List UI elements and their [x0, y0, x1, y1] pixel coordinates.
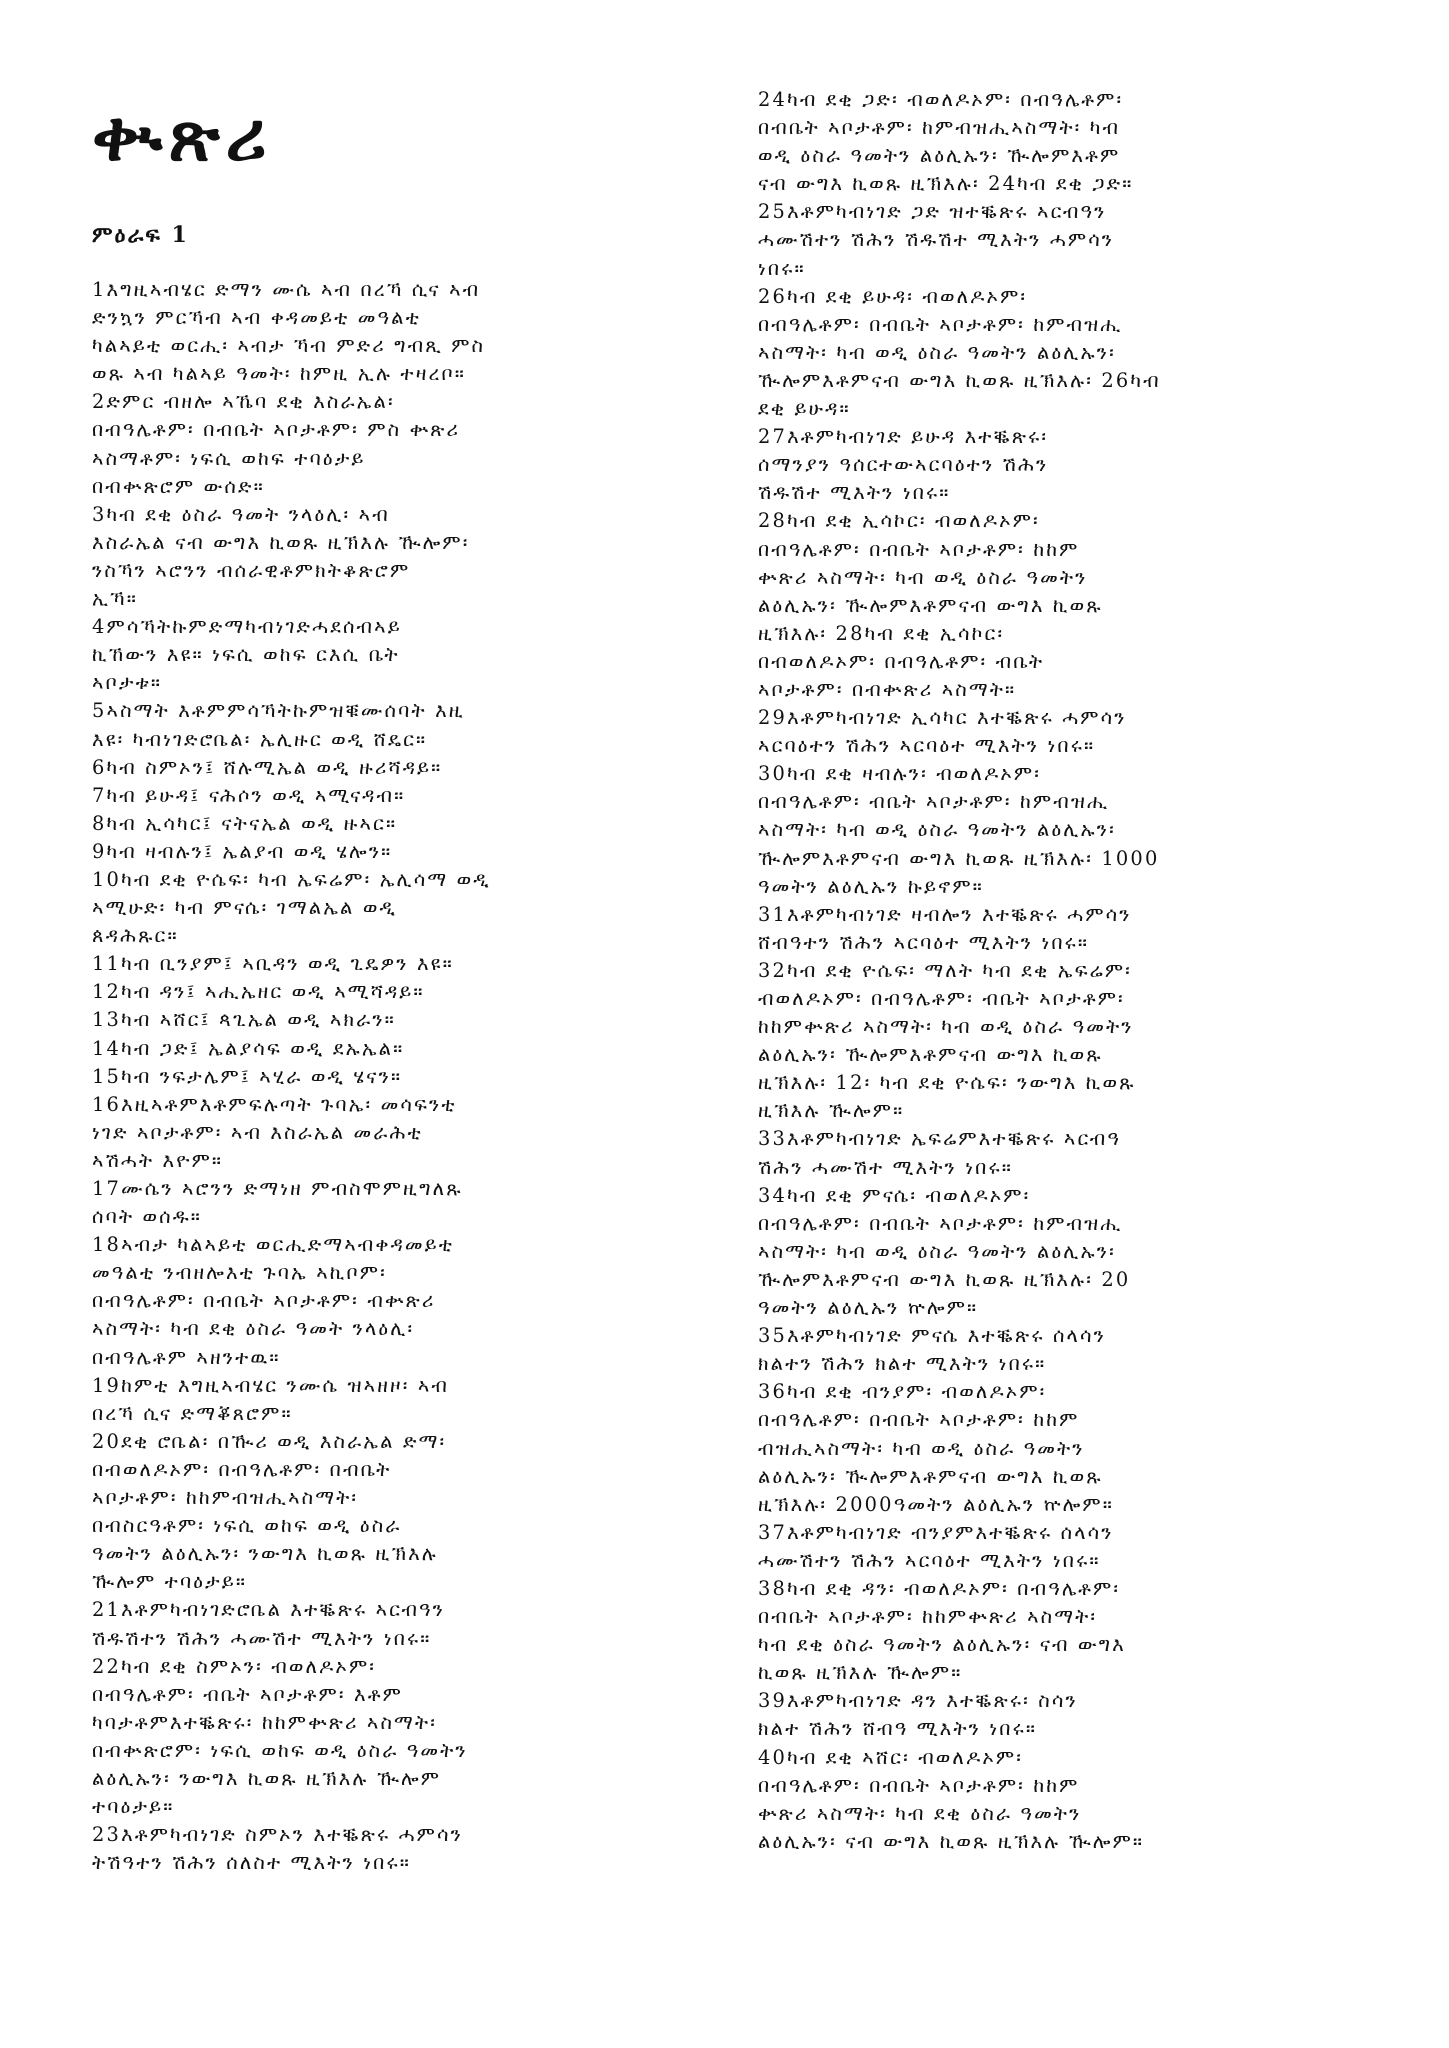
text-line: ክልተን ሽሕን ክልተ ሚእትን ነበሩ።	[758, 1352, 1047, 1376]
text-line: ኣርባዕተን ሽሕን ኣርባዕተ ሚእትን ነበሩ።	[758, 734, 1096, 758]
text-line: ኪኸውን እዩ። ነፍሲ ወከፍ ርእሲ ቤት	[92, 643, 400, 667]
text-line: ነገድ ኣቦታቶም፡ ኣብ እስራኤል መራሕቲ	[92, 1120, 423, 1144]
text-line: በብዓሌቶም፡ ብቤት ኣቦታቶም፡ እቶም	[92, 1682, 403, 1706]
text-line: ሽዱሽተ ሚእትን ነበሩ።	[758, 481, 951, 505]
text-line: ዂሎም ተባዕታይ።	[92, 1570, 248, 1594]
text-line: ዂሎምእቶምናብ ውግእ ኪወጹ ዚኽእሉ፡ 1000	[758, 846, 1160, 870]
text-line: በብዓሌቶም፡ በብቤት ኣቦታቶም፡ ከምብዝሒ	[758, 312, 1123, 336]
text-line: ኣሽሓት እዮም።	[92, 1148, 224, 1172]
text-line: ካባታቶምእተቘጽሩ፡ ከከምቍጽሪ ኣስማት፡	[92, 1710, 437, 1734]
text-line: ትሽዓተን ሽሕን ሰለስተ ሚእትን ነበሩ።	[92, 1851, 411, 1875]
text-line: 31እቶምካብነገድ ዛብሎን እተቘጽሩ ሓምሳን	[758, 902, 1132, 926]
text-line: ቍጽሪ ኣስማት፡ ካብ ወዲ ዕስራ ዓመትን	[758, 565, 1088, 589]
text-line: 39እቶምካብነገድ ዳን እተቘጽሩ፡ ስሳን	[758, 1689, 1078, 1713]
text-line: ዓመትን ልዕሊኡን ኵሎም።	[758, 1296, 979, 1320]
text-line: 33እቶምካብነገድ ኤፍሬምእተቘጽሩ ኣርብዓ	[758, 1127, 1121, 1151]
text-line: 6ካብ ስምኦን፤ ሸሉሚኤል ወዲ ዙሪሻዳይ።	[92, 755, 443, 779]
text-line: 17ሙሴን ኣሮንን ድማነዘ ምብስሞምዚግለጹ	[92, 1177, 463, 1200]
text-line: 28ካብ ደቂ ኢሳኮር፡ ብወለዶኦም፡	[758, 509, 1040, 533]
text-line: ኣስማት፡ ካብ ወዲ ዕስራ ዓመትን ልዕሊኡን፡	[758, 340, 1116, 364]
text-line: ሓሙሽተን ሽሕን ኣርባዕተ ሚእትን ነበሩ።	[758, 1548, 1101, 1572]
text-line: ኣቦታቶም፡ ከከምብዝሒኣስማት፡	[92, 1486, 359, 1510]
text-line: 37እቶምካብነገድ ብንያምእተቘጽሩ ሰላሳን	[758, 1520, 1114, 1544]
text-line: ኪወጹ ዚኽእሉ ዂሎም።	[758, 1661, 963, 1685]
text-line: በብስርዓቶም፡ ነፍሲ ወከፍ ወዲ ዕስራ	[92, 1514, 402, 1538]
text-line: ካብ ደቂ ዕስራ ዓመትን ልዕሊኡን፡ ናብ ውግእ	[758, 1633, 1126, 1657]
text-line: 34ካብ ደቂ ምናሴ፡ ብወለዶኦም፡	[758, 1183, 1031, 1207]
text-line: ኣስማት፡ ካብ ደቂ ዕስራ ዓመት ንላዕሊ፡	[92, 1317, 415, 1341]
text-line: በብዓሌቶም፡ በብቤት ኣቦታቶም፡ ከምብዝሒ	[758, 1211, 1123, 1235]
text-line: ኣቦታቱ።	[92, 671, 163, 695]
text-line: መዓልቲ ንብዘሎእቲ ጉባኤ ኣኪቦም፡	[92, 1261, 387, 1285]
text-line: ወጹ ኣብ ካልኣይ ዓመት፡ ከምዚ ኢሉ ተዛረቦ።	[92, 362, 467, 386]
text-line: በብዓሌቶም፡ በብቤት ኣቦታቶም፡ ከከም	[758, 1773, 1080, 1797]
text-line: በረኻ ሲና ድማቖጸሮም።	[92, 1401, 293, 1425]
left-column-text	[92, 276, 652, 1877]
text-line: ብዝሒኣስማት፡ ካብ ወዲ ዕስራ ዓመትን	[758, 1436, 1085, 1460]
text-line: በብወለዶኦም፡ በብዓሌቶም፡ ብቤት	[758, 649, 1045, 673]
text-line: ዂሎምእቶምናብ ውግእ ኪወጹ ዚኽእሉ፡ 20	[758, 1267, 1131, 1291]
text-line: ኣስማቶም፡ ነፍሲ ወከፍ ተባዕታይ	[92, 446, 366, 470]
text-line: ደቂ ይሁዳ።	[758, 397, 851, 421]
text-line: ዚኽእሉ፡ 2000ዓመትን ልዕሊኡን ኵሎም።	[758, 1492, 1114, 1516]
text-line: ቍጽሪ ኣስማት፡ ካብ ደቂ ዕስራ ዓመትን	[758, 1801, 1082, 1825]
text-line: 36ካብ ደቂ ብንያም፡ ብወለዶኦም፡	[758, 1380, 1047, 1404]
text-line: 1እግዚኣብሄር ድማን ሙሴ ኣብ በረኻ ሲና ኣብ	[92, 278, 481, 301]
book-title: ቊጽሪ	[92, 94, 273, 177]
text-line: በብወለዶኦም፡ በብዓሌቶም፡ በብቤት	[92, 1457, 392, 1481]
text-line: 26ካብ ደቂ ይሁዳ፡ ብወለዶኦም፡	[758, 284, 1028, 308]
text-line: 30ካብ ደቂ ዛብሉን፡ ብወለዶኦም፡	[758, 762, 1042, 786]
text-line: ልዕሊኡን፡ ዂሎምእቶምናብ ውግእ ኪወጹ	[758, 1043, 1103, 1067]
text-line: ናብ ውግእ ኪወጹ ዚኽእሉ፡ 24ካብ ደቂ ጋድ።	[758, 172, 1134, 196]
text-line: 22ካብ ደቂ ስምኦን፡ ብወለዶኦም፡	[92, 1654, 377, 1678]
text-line: ልዕሊኡን፡ ዂሎምእቶምናብ ውግእ ኪወጹ	[758, 593, 1103, 617]
text-line: በብዓሌቶም፡ በብቤት ኣቦታቶም፡ ከከም	[758, 1408, 1080, 1432]
text-line: በብቤት ኣቦታቶም፡ ከምብዝሒኣስማት፡ ካብ	[758, 116, 1121, 140]
text-line: ወዲ ዕስራ ዓመትን ልዕሊኡን፡ ዂሎምእቶም	[758, 144, 1121, 168]
text-line: 38ካብ ደቂ ዳን፡ ብወለዶኦም፡ በብዓሌቶም፡	[758, 1576, 1121, 1600]
text-line: 29እቶምካብነገድ ኢሳካር እተቘጽሩ ሓምሳን	[758, 706, 1127, 730]
text-line: 21እቶምካብነገድሮቤል እተቘጽሩ ኣርብዓን	[92, 1598, 446, 1622]
text-line: ዚኽእሉ፡ 12፡ ካብ ደቂ ዮሴፍ፡ ንውግእ ኪወጹ	[758, 1071, 1136, 1095]
text-line: ኣስማት፡ ካብ ወዲ ዕስራ ዓመትን ልዕሊኡን፡	[758, 818, 1116, 842]
text-line: ዚኽእሉ፡ 28ካብ ደቂ ኢሳኮር፡	[758, 621, 1005, 645]
text-line: 32ካብ ደቂ ዮሴፍ፡ ማለት ካብ ደቂ ኤፍሬም፡	[758, 958, 1132, 982]
left-column	[92, 96, 652, 1877]
text-line: ሸብዓተን ሽሕን ኣርባዕተ ሚእትን ነበሩ።	[758, 930, 1090, 954]
text-line: 27እቶምካብነገድ ይሁዳ እተቘጽሩ፡	[758, 425, 1049, 449]
text-line: ነበሩ።	[758, 256, 806, 280]
text-line: በብዓሌቶም፡ በብቤት ኣቦታቶም፡ ከከም	[758, 537, 1080, 561]
text-line: ጰዳሕጹር።	[92, 924, 179, 948]
text-line: 2ድምር ብዘሎ ኣኼባ ደቂ እስራኤል፡	[92, 390, 395, 414]
text-line: በብዓሌቶም፡ ብቤት ኣቦታቶም፡ ከምብዝሒ	[758, 790, 1110, 814]
text-line: 24ካብ ደቂ ጋድ፡ ብወለዶኦም፡ በብዓሌቶም፡	[758, 88, 1124, 111]
text-line: በብቤት ኣቦታቶም፡ ከከምቍጽሪ ኣስማት፡	[758, 1605, 1098, 1629]
text-line: ኣስማት፡ ካብ ወዲ ዕስራ ዓመትን ልዕሊኡን፡	[758, 1239, 1116, 1263]
text-line: 20ደቂ ሮቤል፡ በዂሪ ወዲ እስራኤል ድማ፡	[92, 1429, 447, 1453]
text-line: 4ምሳኻትኩምድማካብነገድሓደሰብኣይ	[92, 615, 402, 639]
text-line: 19ከምቲ እግዚኣብሄር ንሙሴ ዝኣዘዞ፡ ኣብ	[92, 1373, 449, 1397]
text-line: በብቍጽሮም ውሰድ።	[92, 474, 265, 498]
text-line: ንስኻን ኣሮንን ብሰራዊቶምክትቆጽሮም	[92, 558, 411, 582]
text-line: 9ካብ ዛብሉን፤ ኤልያብ ወዲ ሄሎን።	[92, 839, 393, 863]
right-column-text	[758, 86, 1358, 1856]
text-line: ልዕሊኡን፡ ንውግእ ኪወጹ ዚኽእሉ ዂሎም	[92, 1766, 442, 1790]
text-line: 10ካብ ደቂ ዮሴፍ፡ ካብ ኤፍሬም፡ ኤሊሳማ ወዲ	[92, 867, 491, 891]
text-line: ሰማንያን ዓሰርተውኣርባዕተን ሽሕን	[758, 453, 1049, 477]
text-line: ሓሙሽተን ሽሕን ሽዱሽተ ሚእትን ሓምሳን	[758, 228, 1115, 252]
text-line: 35እቶምካብነገድ ምናሴ እተቘጽሩ ሰላሳን	[758, 1324, 1106, 1348]
text-line: ከከምቍጽሪ ኣስማት፡ ካብ ወዲ ዕስራ ዓመትን	[758, 1015, 1134, 1039]
text-line: ኢኻ።	[92, 587, 139, 611]
text-line: ሽሕን ሓሙሽተ ሚእትን ነበሩ።	[758, 1155, 1013, 1179]
text-line: ልዕሊኡን፡ ዂሎምእቶምናብ ውግእ ኪወጹ	[758, 1464, 1103, 1488]
text-line: 7ካብ ይሁዳ፤ ናሕሶን ወዲ ኣሚናዳብ።	[92, 783, 406, 807]
text-line: 14ካብ ጋድ፤ ኤልያሳፍ ወዲ ደኡኤል።	[92, 1036, 405, 1060]
text-line: ዂሎምእቶምናብ ውግእ ኪወጹ ዚኽእሉ፡ 26ካብ	[758, 368, 1161, 392]
text-line: ሰባት ወሰዱ።	[92, 1205, 203, 1229]
text-line: በብዓሌቶም፡ በብቤት ኣቦታቶም፡ ብቍጽሪ	[92, 1289, 436, 1313]
chapter-heading: ምዕራፍ 1	[92, 222, 189, 248]
text-line: 23እቶምካብነገድ ስምኦን እተቘጽሩ ሓምሳን	[92, 1823, 463, 1847]
text-line: ኣቦታቶም፡ በብቍጽሪ ኣስማት።	[758, 677, 1017, 701]
text-line: ኣሚሁድ፡ ካብ ምናሴ፡ ገማልኤል ወዲ	[92, 896, 398, 920]
text-line: ሽዱሽተን ሽሕን ሓሙሽተ ሚእትን ነበሩ።	[92, 1626, 432, 1650]
text-line: 16እዚኣቶምእቶምፍሉጣት ጉባኤ፡ መሳፍንቲ	[92, 1092, 457, 1116]
text-line: ዓመትን ልዕሊኡን፡ ንውግእ ኪወጹ ዚኽእሉ	[92, 1542, 438, 1566]
text-line: 15ካብ ንፍታሌም፤ ኣሂራ ወዲ ሄናን።	[92, 1064, 403, 1088]
text-line: ዓመትን ልዕሊኡን ኩይኖም።	[758, 874, 984, 898]
text-line: ብወለዶኦም፡ በብዓሌቶም፡ ብቤት ኣቦታቶም፡	[758, 987, 1125, 1010]
text-line: እስራኤል ናብ ውግእ ኪወጹ ዚኽእሉ ዂሎም፡	[92, 530, 470, 554]
text-line: 11ካብ ቢንያም፤ ኣቢዳን ወዲ ጊዴዎን እዩ።	[92, 952, 454, 976]
text-line: ክልተ ሽሕን ሸብዓ ሚእትን ነበሩ።	[758, 1717, 1038, 1741]
text-line: 40ካብ ደቂ ኣሸር፡ ብወለዶኦም፡	[758, 1745, 1024, 1769]
text-line: 13ካብ ኣሸር፤ ጳጊኤል ወዲ ኣክራን።	[92, 1008, 396, 1032]
text-line: 5ኣስማት እቶምምሳኻትኩምዝቑሙሰባት እዚ	[92, 699, 466, 723]
text-line: ተባዕታይ።	[92, 1795, 175, 1819]
text-line: በብቍጽሮም፡ ነፍሲ ወከፍ ወዲ ዕስራ ዓመትን	[92, 1738, 468, 1762]
text-line: ዚኽእሉ ዂሎም።	[758, 1099, 905, 1123]
right-column	[758, 86, 1358, 1856]
text-line: ካልኣይቲ ወርሒ፡ ኣብታ ኻብ ምድሪ ግብጺ ምስ	[92, 334, 486, 358]
text-line: በብዓሌቶም ኣዘንተዉ።	[92, 1345, 281, 1369]
text-line: 3ካብ ደቂ ዕስራ ዓመት ንላዕሊ፡ ኣብ	[92, 502, 390, 526]
text-line: እዩ፡ ካብነገድሮቤል፡ ኤሊዙር ወዲ ሸዴር።	[92, 727, 428, 751]
text-line: 25እቶምካብነገድ ጋድ ዝተቘጽሩ ኣርብዓን	[758, 200, 1107, 224]
text-line: 12ካብ ዳን፤ ኣሒኤዘር ወዲ ኣሚሻዳይ።	[92, 980, 425, 1004]
text-line: 18ኣብታ ካልኣይቲ ወርሒድማኣብቀዳመይቲ	[92, 1233, 455, 1257]
text-line: በብዓሌቶም፡ በብቤት ኣቦታቶም፡ ምስ ቍጽሪ	[92, 418, 461, 442]
text-line: ልዕሊኡን፡ ናብ ውግእ ኪወጹ ዚኽእሉ ዂሎም።	[758, 1829, 1145, 1853]
text-line: 8ካብ ኢሳካር፤ ናትናኤል ወዲ ዙኣር።	[92, 811, 398, 835]
text-line: ድንኳን ምርኻብ ኣብ ቀዳመይቲ መዓልቲ	[92, 306, 421, 330]
